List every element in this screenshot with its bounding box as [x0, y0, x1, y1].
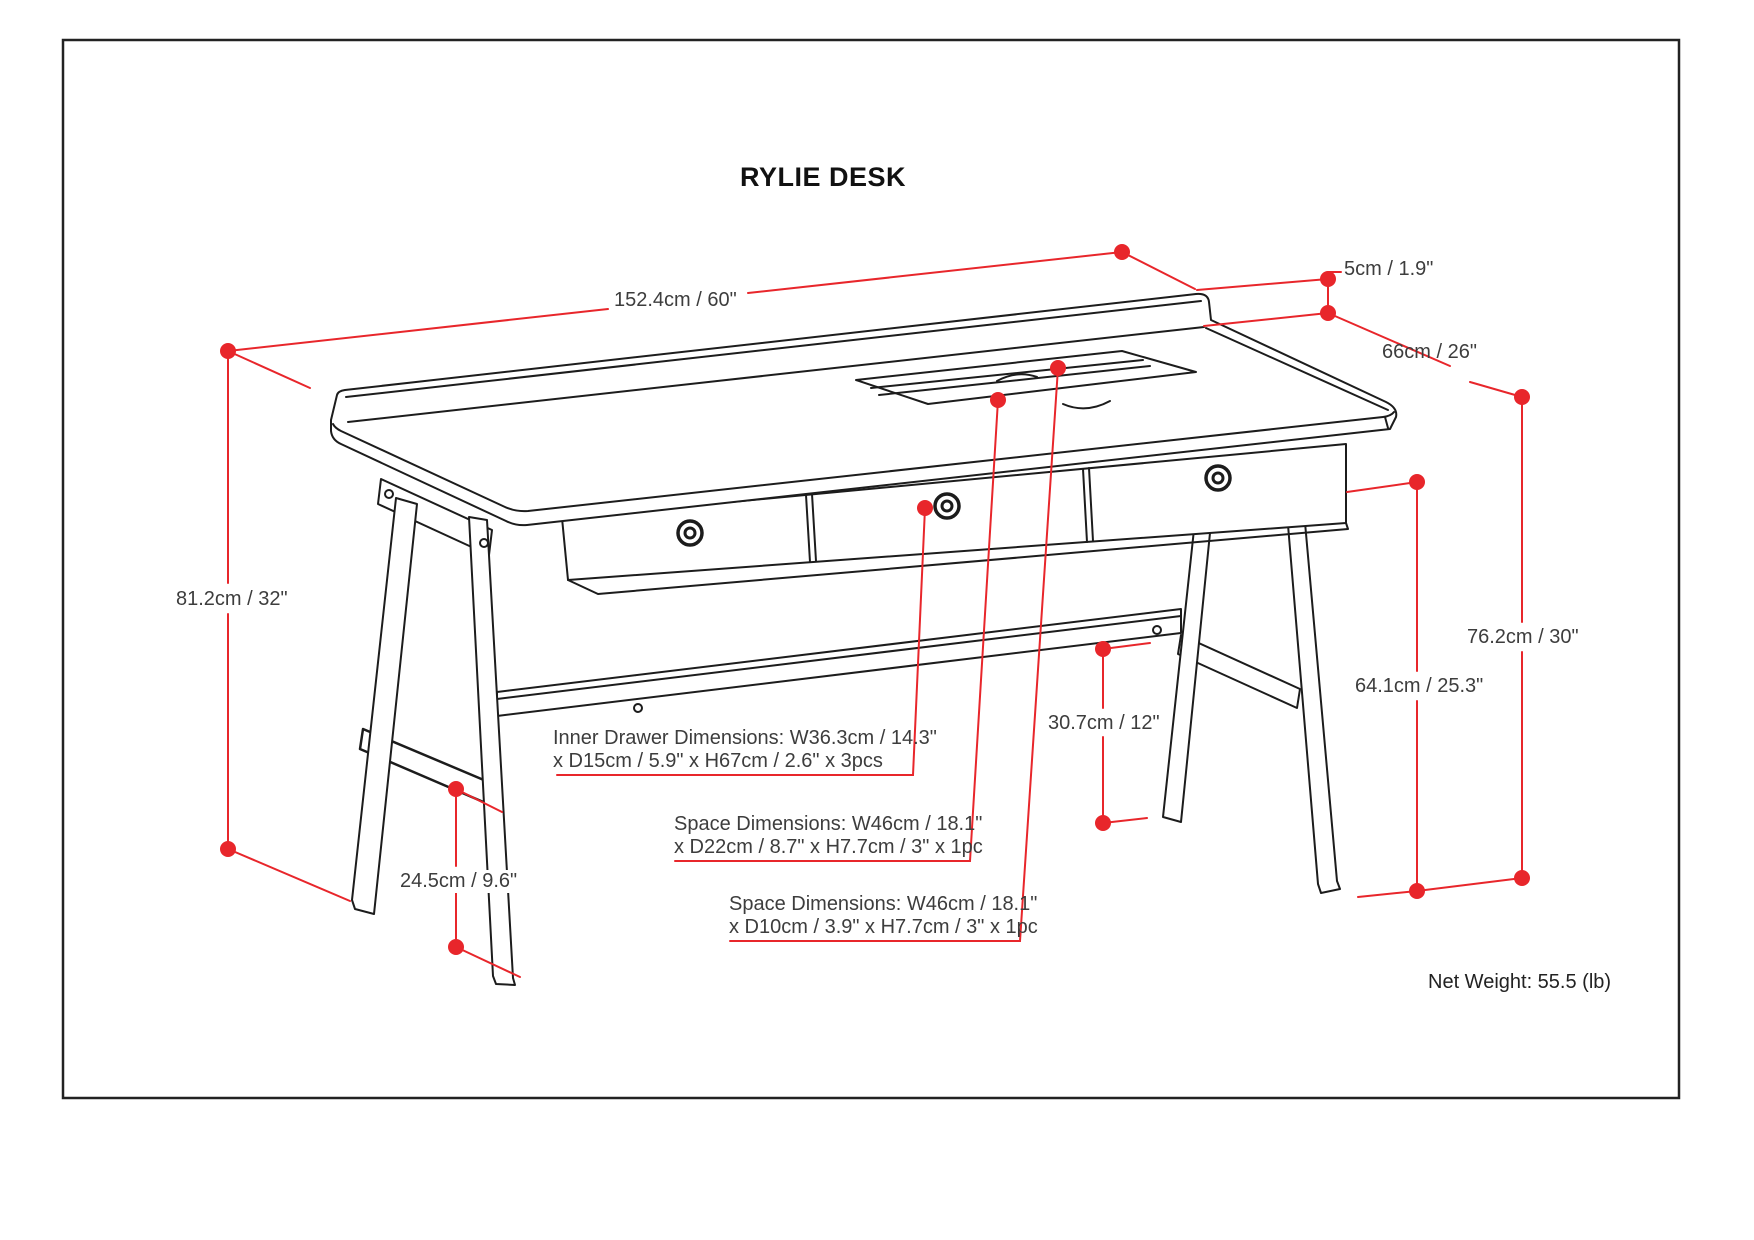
dimension-label-clearance-height: 64.1cm / 25.3": [1355, 675, 1484, 697]
page-border: [63, 40, 1679, 1098]
net-weight-label: Net Weight: 55.5 (lb): [1428, 971, 1612, 993]
dimension-label-backsplash-height: 5cm / 1.9": [1344, 258, 1434, 280]
annotation-space-tray: [729, 893, 1038, 939]
back-left-leg: [469, 517, 515, 985]
front-left-leg: [352, 498, 417, 914]
annotation-inner-drawer-line1: Inner Drawer Dimensions: W36.3cm / 14.3": [553, 727, 937, 749]
annotation-space-tray-line2: x D10cm / 3.9" x H7.7cm / 3" x 1pc: [729, 916, 1038, 938]
annotation-inner-drawer: [553, 727, 937, 773]
dimension-label-overall-height: 81.2cm / 32": [176, 588, 288, 610]
annotation-space-middle-line1: Space Dimensions: W46cm / 18.1": [674, 813, 983, 835]
dimension-label-depth: 66cm / 26": [1382, 341, 1477, 363]
annotation-space-tray-line1: Space Dimensions: W46cm / 18.1": [729, 893, 1038, 915]
dimension-label-side-stretcher-height: 24.5cm / 9.6": [400, 870, 518, 892]
annotation-space-middle: [674, 813, 983, 859]
dimension-label-desktop-height: 76.2cm / 30": [1467, 626, 1579, 648]
diagram-title: RYLIE DESK: [739, 162, 907, 192]
annotation-space-middle-line2: x D22cm / 8.7" x H7.7cm / 3" x 1pc: [674, 836, 983, 858]
annotation-inner-drawer-line2: x D15cm / 5.9" x H67cm / 2.6" x 3pcs: [553, 750, 883, 772]
dimension-label-back-stretcher-height: 30.7cm / 12": [1048, 712, 1160, 734]
dimension-label-width: 152.4cm / 60": [614, 289, 737, 311]
